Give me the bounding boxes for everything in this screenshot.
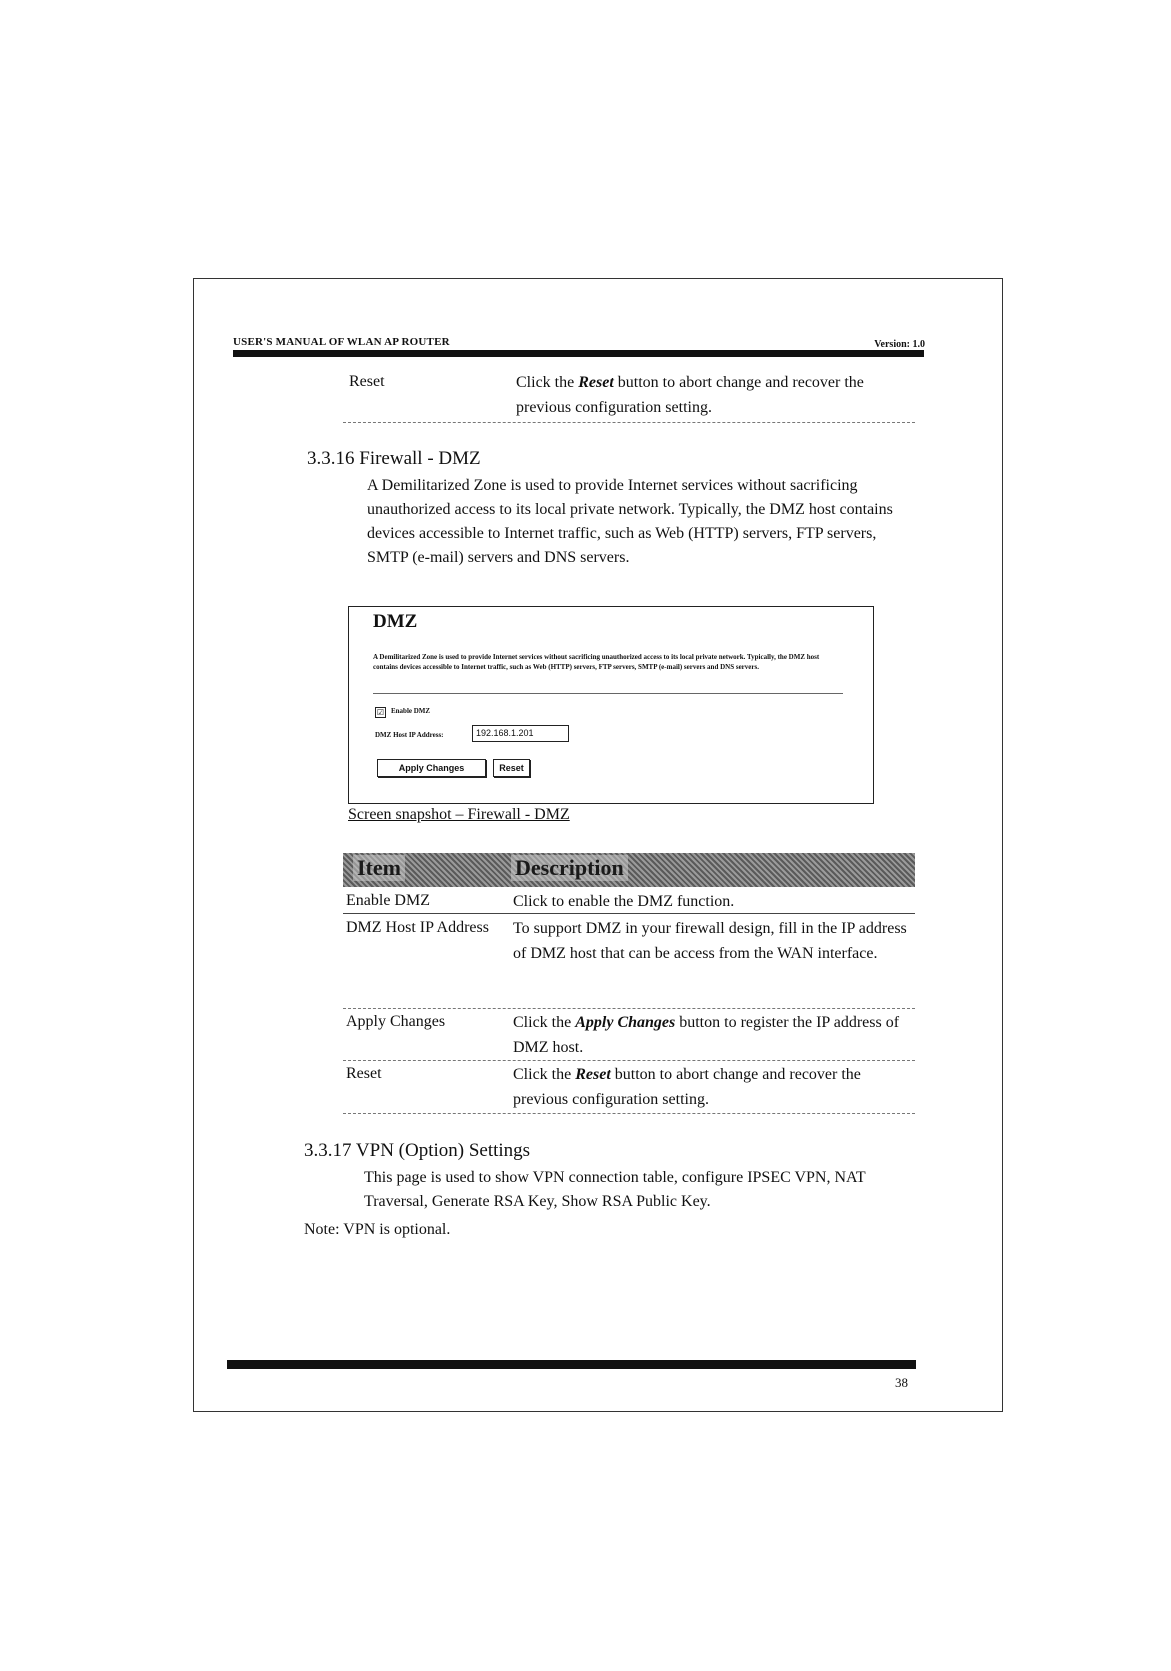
- page-number: 38: [895, 1375, 908, 1390]
- header-rule: [233, 350, 924, 357]
- header-description: Description: [511, 855, 628, 881]
- screenshot-description: A Demilitarized Zone is used to provide Internet services without sacrificing unauthorized access to its local private network. Typically, the DMZ host contains devices accessible to Internet traffic, such as Web (HTTP) servers, FTP servers, SMTP (e-mail) servers and DNS servers.: [373, 653, 820, 671]
- enable-dmz-label: Enable DMZ: [391, 707, 431, 715]
- table-row-description: Click to enable the DMZ function.: [513, 893, 735, 910]
- version-label: Version: 1.0: [874, 339, 925, 350]
- header-item: Item: [353, 855, 405, 881]
- screenshot-title: DMZ: [373, 611, 418, 632]
- reset-emphasis: Reset: [575, 1066, 611, 1083]
- dmz-screenshot: [348, 606, 874, 804]
- dmz-ip-label: DMZ Host IP Address:: [375, 731, 444, 739]
- divider: [343, 913, 915, 914]
- screenshot-caption: Screen snapshot – Firewall - DMZ: [348, 806, 570, 823]
- section-heading-dmz: 3.3.16 Firewall - DMZ: [307, 448, 481, 469]
- enable-dmz-checkbox[interactable]: ☑: [376, 708, 385, 717]
- divider: [343, 1113, 915, 1114]
- vpn-note: Note: VPN is optional.: [304, 1221, 451, 1238]
- table-row-item: Apply Changes: [346, 1013, 446, 1030]
- footer-rule: [227, 1360, 916, 1369]
- divider: [343, 1008, 915, 1009]
- table-row-item: Reset: [346, 1065, 382, 1082]
- table-row-item: Enable DMZ: [346, 892, 430, 909]
- table-row-description: To support DMZ in your firewall design, fill in the IP address of DMZ host that can be access from the WAN interface.: [513, 920, 907, 962]
- apply-changes-button[interactable]: Apply Changes: [377, 759, 486, 777]
- table-header: [343, 853, 915, 887]
- reset-emphasis: Reset: [578, 374, 614, 391]
- section-heading-vpn: 3.3.17 VPN (Option) Settings: [304, 1140, 531, 1161]
- table-row-description: Click the Apply Changes button to register the IP address of DMZ host.: [513, 1014, 900, 1056]
- dmz-paragraph: A Demilitarized Zone is used to provide Internet services without sacrificing unauthorized access to its local private network. Typically, the DMZ host contains devices accessible to Internet traffic, such as Web (HTTP) servers, FTP servers, SMTP (e-mail) servers and DNS servers.: [367, 477, 893, 566]
- top-row-description: Click the Reset button to abort change and recover the previous configuration setting.: [516, 374, 864, 416]
- divider: [343, 1060, 915, 1061]
- screenshot-divider: [373, 693, 843, 694]
- top-row-item: Reset: [349, 373, 385, 390]
- dmz-ip-input[interactable]: 192.168.1.201: [472, 725, 569, 742]
- table-row-description: Click the Reset button to abort change and recover the previous configuration setting.: [513, 1066, 861, 1108]
- manual-title: USER'S MANUAL OF WLAN AP ROUTER: [233, 336, 450, 348]
- divider: [343, 422, 915, 423]
- reset-button[interactable]: Reset: [493, 759, 530, 777]
- apply-changes-emphasis: Apply Changes: [575, 1014, 676, 1031]
- vpn-paragraph: This page is used to show VPN connection table, configure IPSEC VPN, NAT Traversal, Generate RSA Key, Show RSA Public Key.: [364, 1169, 866, 1210]
- table-row-item: DMZ Host IP Address: [346, 919, 489, 936]
